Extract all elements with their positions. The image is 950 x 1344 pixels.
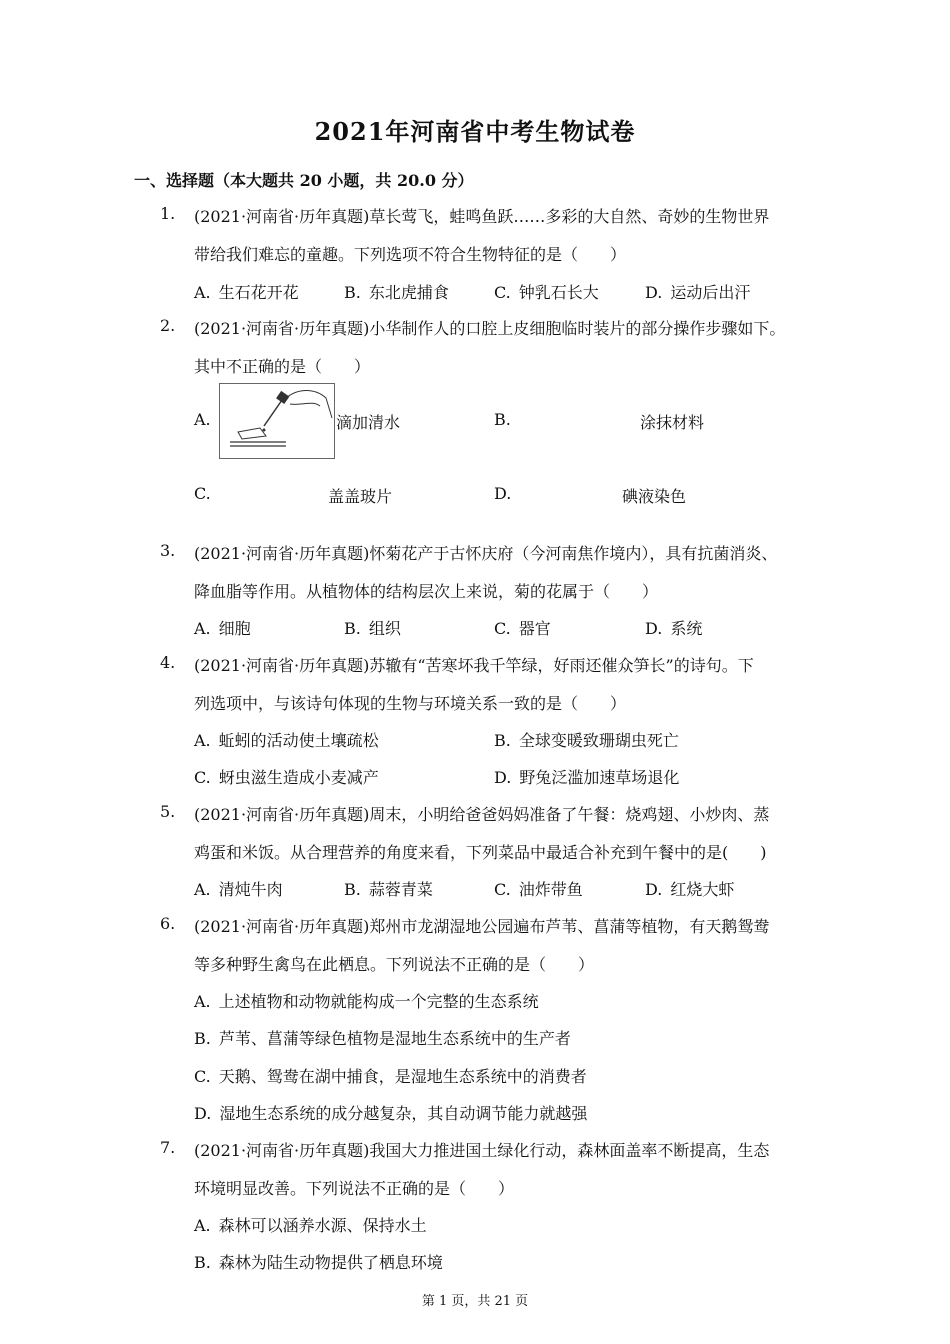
option: C. 钟乳石长大 — [494, 283, 599, 302]
question-number: 1. — [160, 204, 176, 223]
option: B. 森林为陆生动物提供了栖息环境 — [194, 1253, 443, 1272]
question-number: 3. — [160, 541, 176, 560]
question-text: (2021·河南省·历年真题)怀菊花产于古怀庆府（今河南焦作境内），具有抗菌消炎、 — [194, 544, 778, 563]
option: C. 器官 — [494, 619, 551, 638]
question-text: 等多种野生禽鸟在此栖息。下列说法不正确的是（ ） — [194, 955, 595, 974]
option: A. 细胞 — [194, 619, 251, 638]
option: D. 野兔泛滥加速草场退化 — [494, 768, 680, 787]
question-text: (2021·河南省·历年真题)小华制作人的口腔上皮细胞临时装片的部分操作步骤如下。 — [194, 319, 786, 338]
question-text: 带给我们难忘的童趣。下列选项不符合生物特征的是（ ） — [194, 245, 627, 264]
option: D. 运动后出汗 — [645, 283, 751, 302]
question-text: (2021·河南省·历年真题)我国大力推进国土绿化行动，森林面盖率不断提高，生态 — [194, 1141, 770, 1160]
question-text: 降血脂等作用。从植物体的结构层次上来说，菊的花属于（ ） — [194, 582, 659, 601]
question-text: (2021·河南省·历年真题)苏辙有“苦寒坏我千竿绿，好雨还催众笋长”的诗句。下 — [194, 656, 754, 675]
option: A. 上述植物和动物就能构成一个完整的生态系统 — [194, 992, 539, 1011]
option: A. 森林可以涵养水源、保持水土 — [194, 1216, 427, 1235]
option: C. 蚜虫滋生造成小麦减产 — [194, 768, 379, 787]
option: A. 清炖牛肉 — [194, 880, 283, 899]
option: B. 全球变暖致珊瑚虫死亡 — [494, 731, 679, 750]
question-number: 4. — [160, 653, 176, 672]
option-key: C. — [194, 484, 211, 503]
option: A. 蚯蚓的活动使土壤疏松 — [194, 731, 379, 750]
question-text: 鸡蛋和米饭。从合理营养的角度来看，下列菜品中最适合补充到午餐中的是( ) — [194, 843, 767, 862]
question-number: 5. — [160, 802, 176, 821]
option: D. 系统 — [645, 619, 703, 638]
option: C. 油炸带鱼 — [494, 880, 583, 899]
option-text: 涂抹材料 — [640, 413, 705, 432]
question-text: (2021·河南省·历年真题)草长莺飞，蛙鸣鱼跃……多彩的大自然、奇妙的生物世界 — [194, 207, 770, 226]
question-text: 其中不正确的是（ ） — [194, 357, 371, 376]
question-text: 列选项中，与该诗句体现的生物与环境关系一致的是（ ） — [194, 694, 627, 713]
question-text: 环境明显改善。下列说法不正确的是（ ） — [194, 1179, 515, 1198]
option: B. 东北虎捕食 — [344, 283, 449, 302]
option-key: D. — [494, 484, 512, 503]
option-key: A. — [194, 410, 211, 429]
option-key: B. — [494, 410, 511, 429]
section-heading: 一、选择题（本大题共 20 小题，共 20.0 分） — [134, 171, 474, 190]
option-text: 盖盖玻片 — [328, 487, 393, 506]
option: B. 组织 — [344, 619, 401, 638]
option: A. 生石花开花 — [194, 283, 299, 302]
question-text: (2021·河南省·历年真题)郑州市龙湖湿地公园遍布芦苇、菖蒲等植物，有天鹅鸳鸯 — [194, 917, 770, 936]
question-number: 7. — [160, 1138, 176, 1157]
option: D. 湿地生态系统的成分越复杂，其自动调节能力就越强 — [194, 1104, 588, 1123]
option: B. 蒜蓉青菜 — [344, 880, 433, 899]
option: C. 天鹅、鸳鸯在湖中捕食，是湿地生态系统中的消费者 — [194, 1067, 587, 1086]
option-text: 碘液染色 — [622, 487, 687, 506]
option: B. 芦苇、菖蒲等绿色植物是湿地生态系统中的生产者 — [194, 1029, 571, 1048]
page-footer: 第 1 页，共 21 页 — [421, 1294, 529, 1309]
question-text: (2021·河南省·历年真题)周末，小明给爸爸妈妈准备了午餐：烧鸡翅、小炒肉、蒸 — [194, 805, 770, 824]
option: D. 红烧大虾 — [645, 880, 735, 899]
page-title: 2021年河南省中考生物试卷 — [314, 117, 636, 146]
dropper-illustration — [219, 383, 335, 459]
question-number: 2. — [160, 316, 176, 335]
question-number: 6. — [160, 914, 176, 933]
option-text: 滴加清水 — [336, 413, 401, 432]
